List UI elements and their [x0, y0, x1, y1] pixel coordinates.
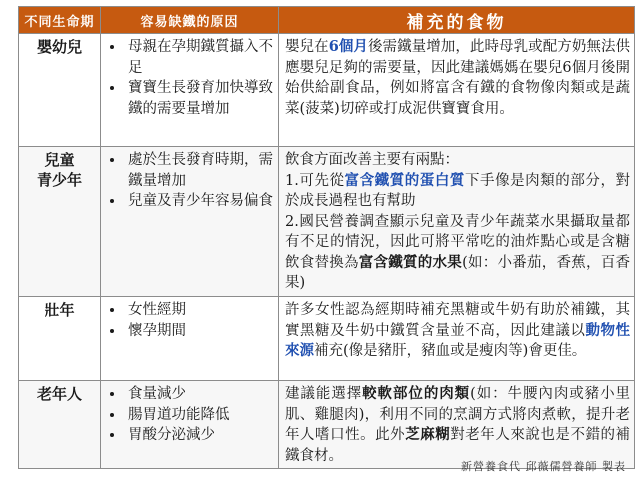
food-text: (如：小番茄，香蕉，百香果) [285, 254, 631, 291]
reasons-cell [101, 147, 279, 297]
food-text: 1.可先從 [285, 172, 345, 189]
food-text: 建議能選擇 [285, 386, 363, 402]
food-text: 對老年人來說也是不錯的補鐵食材。 [285, 427, 631, 464]
reason-item: • 兒童及青少年容易偏食 [125, 191, 278, 212]
table-body [19, 34, 635, 469]
stage-cell [19, 34, 101, 147]
foods-cell [279, 381, 635, 469]
food-text: 下手像是肉類的部分，對於成長過程也有幫助 [285, 172, 630, 209]
stage-label: 老年人 [36, 385, 82, 403]
stage-label: 壯年 [44, 301, 75, 319]
table-row-adult [19, 297, 635, 381]
food-text: 後需鐵量增加，此時母乳或配方奶無法供應嬰兒足夠的需要量，因此建議媽媽在嬰兒6個月後開始供給副食品，例如將富含有鐵的食物像肉類或是蔬菜(菠菜)切碎或打成泥供寶寶食用。 [285, 39, 631, 117]
reasons-list [101, 300, 278, 341]
reasons-list [101, 150, 278, 212]
stage-label: 青少年 [36, 171, 82, 189]
reason-item: • 處於生長發育時期，需鐵量增加 [125, 150, 278, 191]
reason-item: • 寶寶生長發育加快導致鐵的需要量增加 [125, 78, 278, 119]
reason-item: • 食量減少 [125, 384, 278, 405]
highlight-text: 較軟部位的肉類 [362, 385, 471, 402]
food-text: 嬰兒在 [285, 39, 329, 55]
food-text: 許多女性認為經期時補充黑糖或牛奶有助於補鐵，其實黑糖及牛奶中鐵質含量並不高，因此建議以 [285, 302, 630, 339]
food-text: 2.國民營養調查顯示兒童及青少年蔬菜水果攝取量都有不足的情況，因此可將平常吃的油炸點心或是含糖飲食替換為 [285, 213, 630, 271]
foods-cell [279, 297, 635, 381]
food-item [285, 212, 630, 294]
iron-deficiency-table [18, 6, 635, 469]
stage-label: 兒童 [44, 151, 75, 169]
header-reasons: 容易缺鐵的原因 [101, 7, 279, 34]
reason-item: • 胃酸分泌減少 [125, 425, 278, 446]
food-item [285, 150, 630, 171]
highlight-text: 芝麻糊 [405, 426, 451, 443]
highlight-text: 6個月 [328, 38, 368, 55]
reason-item: • 女性經期 [125, 300, 278, 321]
reason-item: • 腸胃道功能降低 [125, 405, 278, 426]
header-stage: 不同生命期 [19, 7, 101, 34]
stage-cell [19, 297, 101, 381]
highlight-text: 動物性來源 [285, 321, 630, 359]
table-row-elderly [19, 381, 635, 469]
reason-item: • 懷孕期間 [125, 321, 278, 342]
foods-cell [279, 34, 635, 147]
reasons-list [101, 37, 278, 119]
credit-line: 新營養食代 邱薇儒營養師 製表 [461, 460, 626, 473]
reasons-cell [101, 381, 279, 469]
foods-cell [279, 147, 635, 297]
reasons-list [101, 384, 278, 446]
reason-item: • 母親在孕期鐵質攝入不足 [125, 37, 278, 78]
highlight-text: 富含鐵質的水果 [358, 253, 463, 271]
stage-cell [19, 381, 101, 469]
stage-label: 嬰幼兒 [36, 38, 82, 56]
reasons-cell [101, 297, 279, 381]
food-text: 飲食方面改善主要有兩點： [285, 152, 459, 168]
header-foods: 補充的食物 [279, 7, 635, 34]
highlight-text: 富含鐵質的蛋白質 [344, 171, 465, 189]
reasons-cell [101, 34, 279, 147]
table-row-child-teen [19, 147, 635, 297]
table-row-infant [19, 34, 635, 147]
stage-cell [19, 147, 101, 297]
food-item [285, 171, 630, 212]
food-text: 補充(像是豬肝，豬血或是瘦肉等)會更佳。 [314, 343, 587, 359]
header-row [19, 7, 635, 34]
food-text: (如：牛腰內肉或豬小里肌、雞腿肉)，利用不同的烹調方式將肉煮軟，提升老年人嗜口性。此外 [285, 386, 631, 443]
